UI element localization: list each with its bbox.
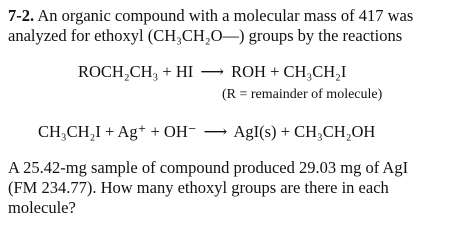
question-line-1: A 25.42-mg sample of compound produced 29.03 mg of AgI [8, 158, 409, 177]
problem-line-1 [8, 6, 413, 26]
problem-intro-1: An organic compound with a molecular mass of 417 was [37, 6, 414, 25]
reaction-arrow-icon: ⟶ [203, 122, 228, 141]
reaction-1-lhs: ROCH₂CH₃ + HI [78, 62, 194, 81]
problem-line-2 [8, 26, 402, 46]
reaction-1-note: (R = remainder of molecule) [222, 87, 383, 102]
reaction-2 [38, 122, 375, 142]
question-line-3: molecule? [8, 198, 76, 217]
reaction-1-rhs: ROH + CH₃CH₂I [231, 62, 347, 81]
problem-number: 7-2. [8, 6, 35, 25]
problem-intro-2: analyzed for ethoxyl (CH₃CH₂O—) groups by the reactions [8, 26, 403, 45]
reaction-2-lhs: CH₃CH₂I + Ag⁺ + OH⁻ [38, 122, 197, 141]
question-line-2: (FM 234.77). How many ethoxyl groups are there in each [8, 178, 389, 197]
reaction-2-rhs: AgI(s) + CH₃CH₂OH [233, 122, 376, 141]
reaction-1 [78, 62, 346, 82]
reaction-arrow-icon: ⟶ [200, 62, 225, 81]
